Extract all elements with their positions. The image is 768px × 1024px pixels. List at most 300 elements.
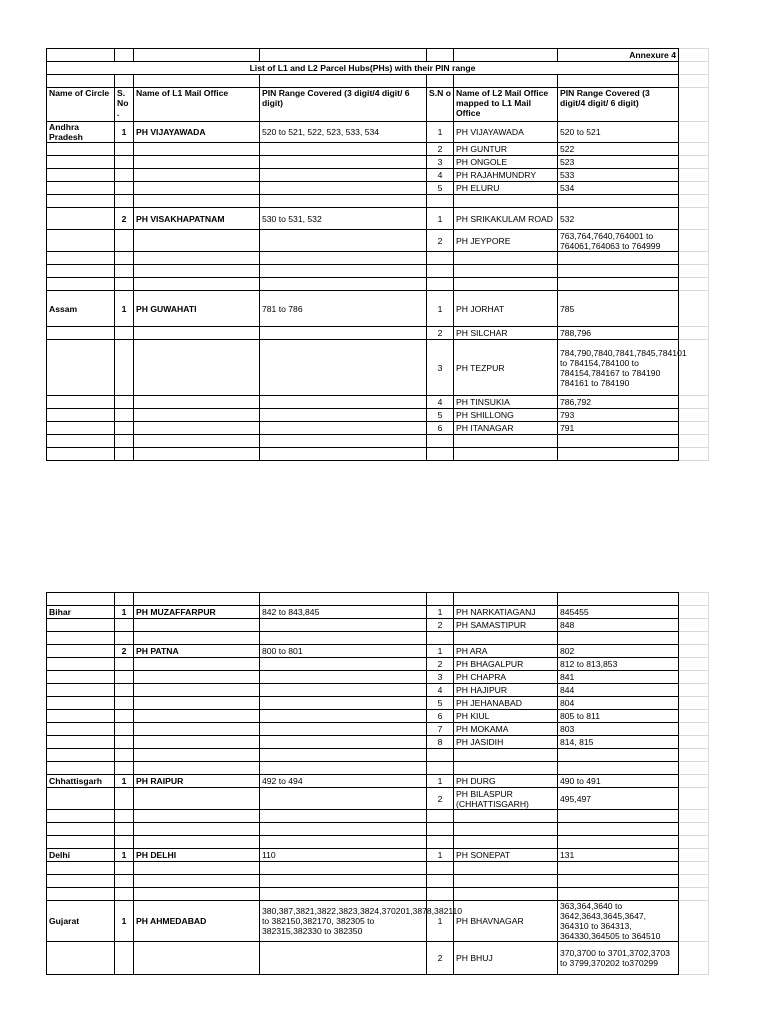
l1-serial <box>115 252 134 265</box>
table-row <box>47 156 709 169</box>
l2-serial <box>427 265 454 278</box>
l2-pin-range <box>558 278 679 291</box>
l1-mail-office <box>134 619 260 632</box>
table-row <box>47 875 709 888</box>
l1-pin-range <box>260 632 427 645</box>
l2-pin-range: 841 <box>558 671 679 684</box>
l1-pin-range <box>260 788 427 810</box>
l1-mail-office <box>134 422 260 435</box>
l2-mail-office: PH MOKAMA <box>454 723 558 736</box>
circle-name <box>47 810 115 823</box>
l2-serial: 4 <box>427 396 454 409</box>
circle-name <box>47 230 115 252</box>
l1-pin-range <box>260 875 427 888</box>
l1-mail-office <box>134 169 260 182</box>
l1-serial <box>115 619 134 632</box>
page-title: List of L1 and L2 Parcel Hubs(PHs) with their PIN range <box>47 62 679 75</box>
l2-pin-range <box>558 265 679 278</box>
l2-serial <box>427 435 454 448</box>
l1-serial: 1 <box>115 775 134 788</box>
l1-mail-office <box>134 409 260 422</box>
l1-pin-range: 842 to 843,845 <box>260 606 427 619</box>
l1-pin-range <box>260 749 427 762</box>
table-row <box>47 265 709 278</box>
l2-serial: 4 <box>427 684 454 697</box>
l1-pin-range <box>260 723 427 736</box>
circle-name <box>47 632 115 645</box>
l2-pin-range <box>558 875 679 888</box>
l1-serial: 1 <box>115 291 134 327</box>
l1-pin-range <box>260 340 427 396</box>
l1-mail-office <box>134 448 260 461</box>
table-row <box>47 278 709 291</box>
l1-pin-range <box>260 396 427 409</box>
l2-serial: 2 <box>427 327 454 340</box>
l2-mail-office: PH TINSUKIA <box>454 396 558 409</box>
header-l1-pin: PIN Range Covered (3 digit/4 digit/ 6 digit) <box>260 88 427 122</box>
l2-mail-office: PH VIJAYAWADA <box>454 122 558 143</box>
circle-name <box>47 710 115 723</box>
l2-pin-range: 495,497 <box>558 788 679 810</box>
l2-serial: 6 <box>427 710 454 723</box>
l2-serial <box>427 278 454 291</box>
l2-serial: 3 <box>427 671 454 684</box>
table-row <box>47 230 709 252</box>
header-row <box>47 88 709 122</box>
table-row <box>47 409 709 422</box>
l2-serial: 1 <box>427 606 454 619</box>
table-row <box>47 606 709 619</box>
l2-mail-office: PH ITANAGAR <box>454 422 558 435</box>
l2-mail-office <box>454 195 558 208</box>
circle-name <box>47 435 115 448</box>
l1-mail-office <box>134 684 260 697</box>
l1-serial <box>115 836 134 849</box>
l2-pin-range: 805 to 811 <box>558 710 679 723</box>
l2-serial <box>427 762 454 775</box>
l1-pin-range <box>260 327 427 340</box>
l2-serial <box>427 888 454 901</box>
l2-mail-office: PH CHAPRA <box>454 671 558 684</box>
l2-pin-range: 520 to 521 <box>558 122 679 143</box>
l2-mail-office: PH BHAGALPUR <box>454 658 558 671</box>
l1-serial <box>115 697 134 710</box>
table-row <box>47 195 709 208</box>
l1-serial <box>115 810 134 823</box>
l1-mail-office <box>134 593 260 606</box>
l1-serial: 1 <box>115 901 134 942</box>
l2-serial: 2 <box>427 658 454 671</box>
circle-name <box>47 823 115 836</box>
header-l2-sno: S.N o <box>427 88 454 122</box>
circle-name <box>47 143 115 156</box>
l1-mail-office <box>134 749 260 762</box>
l2-pin-range: 793 <box>558 409 679 422</box>
l1-serial <box>115 710 134 723</box>
l1-pin-range <box>260 942 427 975</box>
l1-serial <box>115 448 134 461</box>
l2-serial: 2 <box>427 942 454 975</box>
parcel-hubs-table-2 <box>46 592 709 975</box>
l2-mail-office: PH ARA <box>454 645 558 658</box>
l1-mail-office <box>134 396 260 409</box>
l2-mail-office <box>454 632 558 645</box>
l2-serial: 2 <box>427 788 454 810</box>
l2-mail-office <box>454 252 558 265</box>
l2-pin-range <box>558 836 679 849</box>
l2-serial: 2 <box>427 143 454 156</box>
l1-pin-range <box>260 810 427 823</box>
l2-serial <box>427 252 454 265</box>
l2-pin-range: 523 <box>558 156 679 169</box>
l1-mail-office: PH PATNA <box>134 645 260 658</box>
circle-name: Delhi <box>47 849 115 862</box>
l2-serial <box>427 862 454 875</box>
l2-pin-range <box>558 435 679 448</box>
l2-pin-range <box>558 888 679 901</box>
l1-pin-range <box>260 169 427 182</box>
l2-pin-range: 814, 815 <box>558 736 679 749</box>
l2-mail-office <box>454 278 558 291</box>
table-row <box>47 762 709 775</box>
l1-pin-range: 110 <box>260 849 427 862</box>
l2-serial: 4 <box>427 169 454 182</box>
l1-pin-range <box>260 265 427 278</box>
l2-serial: 1 <box>427 849 454 862</box>
l1-serial <box>115 265 134 278</box>
l1-pin-range <box>260 278 427 291</box>
l2-mail-office: PH RAJAHMUNDRY <box>454 169 558 182</box>
l2-mail-office: PH ELURU <box>454 182 558 195</box>
circle-name <box>47 862 115 875</box>
l2-pin-range <box>558 632 679 645</box>
l1-pin-range: 781 to 786 <box>260 291 427 327</box>
l2-serial: 2 <box>427 230 454 252</box>
l1-serial <box>115 749 134 762</box>
l1-mail-office <box>134 278 260 291</box>
table-row <box>47 619 709 632</box>
circle-name <box>47 593 115 606</box>
circle-name <box>47 749 115 762</box>
l1-mail-office <box>134 182 260 195</box>
l2-mail-office: PH JEYPORE <box>454 230 558 252</box>
l1-serial <box>115 435 134 448</box>
l2-pin-range <box>558 252 679 265</box>
table-row <box>47 593 709 606</box>
parcel-hubs-table-1 <box>46 48 709 461</box>
circle-name <box>47 619 115 632</box>
l1-mail-office <box>134 632 260 645</box>
table-row <box>47 901 709 942</box>
l2-mail-office <box>454 875 558 888</box>
circle-name <box>47 762 115 775</box>
circle-name <box>47 645 115 658</box>
circle-name <box>47 340 115 396</box>
table-row <box>47 849 709 862</box>
l2-pin-range: 791 <box>558 422 679 435</box>
l1-serial <box>115 182 134 195</box>
table-row <box>47 823 709 836</box>
circle-name: Chhattisgarh <box>47 775 115 788</box>
header-l2-office: Name of L2 Mail Office mapped to L1 Mail Office <box>454 88 558 122</box>
l2-pin-range: 802 <box>558 645 679 658</box>
table-row <box>47 658 709 671</box>
l1-pin-range: 520 to 521, 522, 523, 533, 534 <box>260 122 427 143</box>
circle-name <box>47 671 115 684</box>
circle-name <box>47 697 115 710</box>
l1-pin-range <box>260 862 427 875</box>
l1-pin-range: 800 to 801 <box>260 645 427 658</box>
l1-mail-office <box>134 230 260 252</box>
circle-name <box>47 684 115 697</box>
l1-serial <box>115 788 134 810</box>
l2-pin-range: 534 <box>558 182 679 195</box>
circle-name <box>47 265 115 278</box>
l2-mail-office <box>454 265 558 278</box>
l2-pin-range <box>558 448 679 461</box>
l2-serial: 1 <box>427 775 454 788</box>
l1-serial <box>115 230 134 252</box>
l1-mail-office <box>134 762 260 775</box>
l2-pin-range <box>558 749 679 762</box>
l1-serial: 1 <box>115 849 134 862</box>
l1-mail-office <box>134 710 260 723</box>
l2-mail-office <box>454 836 558 849</box>
l2-serial <box>427 875 454 888</box>
l1-pin-range: 530 to 531, 532 <box>260 208 427 230</box>
l1-mail-office <box>134 195 260 208</box>
l2-mail-office: PH SILCHAR <box>454 327 558 340</box>
l1-pin-range <box>260 195 427 208</box>
l2-serial: 3 <box>427 340 454 396</box>
l2-serial <box>427 593 454 606</box>
table-row <box>47 736 709 749</box>
l1-serial <box>115 169 134 182</box>
l2-pin-range: 788,796 <box>558 327 679 340</box>
l1-pin-range <box>260 710 427 723</box>
l1-serial <box>115 762 134 775</box>
table-row <box>47 182 709 195</box>
circle-name <box>47 942 115 975</box>
table-row <box>47 942 709 975</box>
circle-name <box>47 448 115 461</box>
l2-serial: 1 <box>427 901 454 942</box>
l2-pin-range: 803 <box>558 723 679 736</box>
l2-serial: 7 <box>427 723 454 736</box>
l1-mail-office: PH RAIPUR <box>134 775 260 788</box>
l2-serial: 3 <box>427 156 454 169</box>
l1-mail-office <box>134 671 260 684</box>
table-row <box>47 862 709 875</box>
circle-name <box>47 195 115 208</box>
l2-mail-office <box>454 862 558 875</box>
l1-pin-range <box>260 836 427 849</box>
l2-pin-range <box>558 593 679 606</box>
circle-name <box>47 327 115 340</box>
l1-pin-range <box>260 143 427 156</box>
circle-name <box>47 788 115 810</box>
l1-serial <box>115 684 134 697</box>
l2-serial: 6 <box>427 422 454 435</box>
l1-mail-office <box>134 736 260 749</box>
l2-pin-range: 785 <box>558 291 679 327</box>
l1-mail-office: PH DELHI <box>134 849 260 862</box>
circle-name <box>47 208 115 230</box>
l1-mail-office <box>134 143 260 156</box>
header-l1-office: Name of L1 Mail Office <box>134 88 260 122</box>
l2-serial: 1 <box>427 291 454 327</box>
table-row <box>47 749 709 762</box>
l1-mail-office <box>134 265 260 278</box>
l1-serial <box>115 862 134 875</box>
l1-serial <box>115 671 134 684</box>
l2-pin-range: 522 <box>558 143 679 156</box>
l2-mail-office <box>454 435 558 448</box>
l2-mail-office <box>454 810 558 823</box>
l1-mail-office: PH MUZAFFARPUR <box>134 606 260 619</box>
l1-mail-office <box>134 723 260 736</box>
l1-mail-office <box>134 252 260 265</box>
l2-pin-range: 533 <box>558 169 679 182</box>
l1-mail-office <box>134 823 260 836</box>
l1-serial: 2 <box>115 208 134 230</box>
circle-name: Gujarat <box>47 901 115 942</box>
l1-serial <box>115 658 134 671</box>
l1-serial <box>115 823 134 836</box>
l1-pin-range <box>260 888 427 901</box>
l2-mail-office: PH BHUJ <box>454 942 558 975</box>
table-row <box>47 810 709 823</box>
l1-mail-office <box>134 942 260 975</box>
l2-mail-office: PH DURG <box>454 775 558 788</box>
circle-name: Andhra Pradesh <box>47 122 115 143</box>
l1-mail-office: PH VISAKHAPATNAM <box>134 208 260 230</box>
l2-mail-office <box>454 888 558 901</box>
l2-serial: 1 <box>427 645 454 658</box>
l2-mail-office: PH SHILLONG <box>454 409 558 422</box>
l1-mail-office <box>134 327 260 340</box>
l1-pin-range <box>260 409 427 422</box>
l1-mail-office <box>134 788 260 810</box>
l1-serial <box>115 942 134 975</box>
header-sno: S. No . <box>115 88 134 122</box>
l1-mail-office <box>134 810 260 823</box>
l2-mail-office: PH NARKATIAGANJ <box>454 606 558 619</box>
circle-name <box>47 156 115 169</box>
table-row <box>47 697 709 710</box>
circle-name <box>47 875 115 888</box>
l2-serial: 2 <box>427 619 454 632</box>
l2-pin-range: 804 <box>558 697 679 710</box>
table-row <box>47 684 709 697</box>
l1-pin-range <box>260 697 427 710</box>
l2-serial <box>427 448 454 461</box>
l1-serial <box>115 422 134 435</box>
l1-serial <box>115 593 134 606</box>
l2-serial: 1 <box>427 208 454 230</box>
header-l2-pin: PIN Range Covered (3 digit/4 digit/ 6 digit) <box>558 88 679 122</box>
l1-serial <box>115 723 134 736</box>
l2-pin-range <box>558 195 679 208</box>
l1-pin-range: 380,387,3821,3822,3823,3824,370201,3878,382110 to 382150,382170, 382305 to 382315,382330 to 382350 <box>260 901 427 942</box>
l2-serial <box>427 823 454 836</box>
table-row <box>47 327 709 340</box>
table-row <box>47 340 709 396</box>
l1-pin-range <box>260 230 427 252</box>
l2-mail-office <box>454 448 558 461</box>
l2-pin-range <box>558 823 679 836</box>
table-row <box>47 422 709 435</box>
table-row <box>47 435 709 448</box>
circle-name <box>47 409 115 422</box>
l2-pin-range: 532 <box>558 208 679 230</box>
l2-mail-office: PH BILASPUR (CHHATTISGARH) <box>454 788 558 810</box>
l1-mail-office <box>134 697 260 710</box>
l1-mail-office: PH GUWAHATI <box>134 291 260 327</box>
l1-serial <box>115 888 134 901</box>
l2-mail-office: PH JORHAT <box>454 291 558 327</box>
l2-serial: 5 <box>427 409 454 422</box>
l2-mail-office: PH SRIKAKULAM ROAD <box>454 208 558 230</box>
table-row <box>47 788 709 810</box>
l2-mail-office: PH JASIDIH <box>454 736 558 749</box>
l2-mail-office: PH TEZPUR <box>454 340 558 396</box>
l1-pin-range <box>260 658 427 671</box>
table-row <box>47 208 709 230</box>
circle-name <box>47 182 115 195</box>
l1-pin-range <box>260 684 427 697</box>
circle-name <box>47 836 115 849</box>
table-row <box>47 448 709 461</box>
l2-pin-range <box>558 862 679 875</box>
l1-serial <box>115 736 134 749</box>
l1-mail-office: PH AHMEDABAD <box>134 901 260 942</box>
l2-pin-range: 812 to 813,853 <box>558 658 679 671</box>
l1-pin-range <box>260 593 427 606</box>
circle-name <box>47 252 115 265</box>
l2-pin-range: 131 <box>558 849 679 862</box>
l1-pin-range <box>260 736 427 749</box>
l1-pin-range <box>260 422 427 435</box>
l2-pin-range: 370,3700 to 3701,3702,3703 to 3799,370202 to370299 <box>558 942 679 975</box>
l1-mail-office: PH VIJAYAWADA <box>134 122 260 143</box>
l1-serial <box>115 875 134 888</box>
l1-pin-range <box>260 182 427 195</box>
l1-serial <box>115 143 134 156</box>
table-row <box>47 252 709 265</box>
l2-serial: 8 <box>427 736 454 749</box>
l2-mail-office: PH GUNTUR <box>454 143 558 156</box>
header-circle: Name of Circle <box>47 88 115 122</box>
circle-name: Assam <box>47 291 115 327</box>
l2-mail-office: PH HAJIPUR <box>454 684 558 697</box>
l2-mail-office: PH BHAVNAGAR <box>454 901 558 942</box>
l1-serial: 1 <box>115 606 134 619</box>
l2-mail-office <box>454 749 558 762</box>
table-row <box>47 645 709 658</box>
l2-serial <box>427 195 454 208</box>
l1-serial <box>115 327 134 340</box>
l2-pin-range: 490 to 491 <box>558 775 679 788</box>
table-row <box>47 836 709 849</box>
l2-pin-range: 844 <box>558 684 679 697</box>
l1-serial <box>115 409 134 422</box>
table-row <box>47 396 709 409</box>
l2-mail-office: PH ONGOLE <box>454 156 558 169</box>
l2-serial <box>427 749 454 762</box>
table-row <box>47 710 709 723</box>
table-row <box>47 888 709 901</box>
